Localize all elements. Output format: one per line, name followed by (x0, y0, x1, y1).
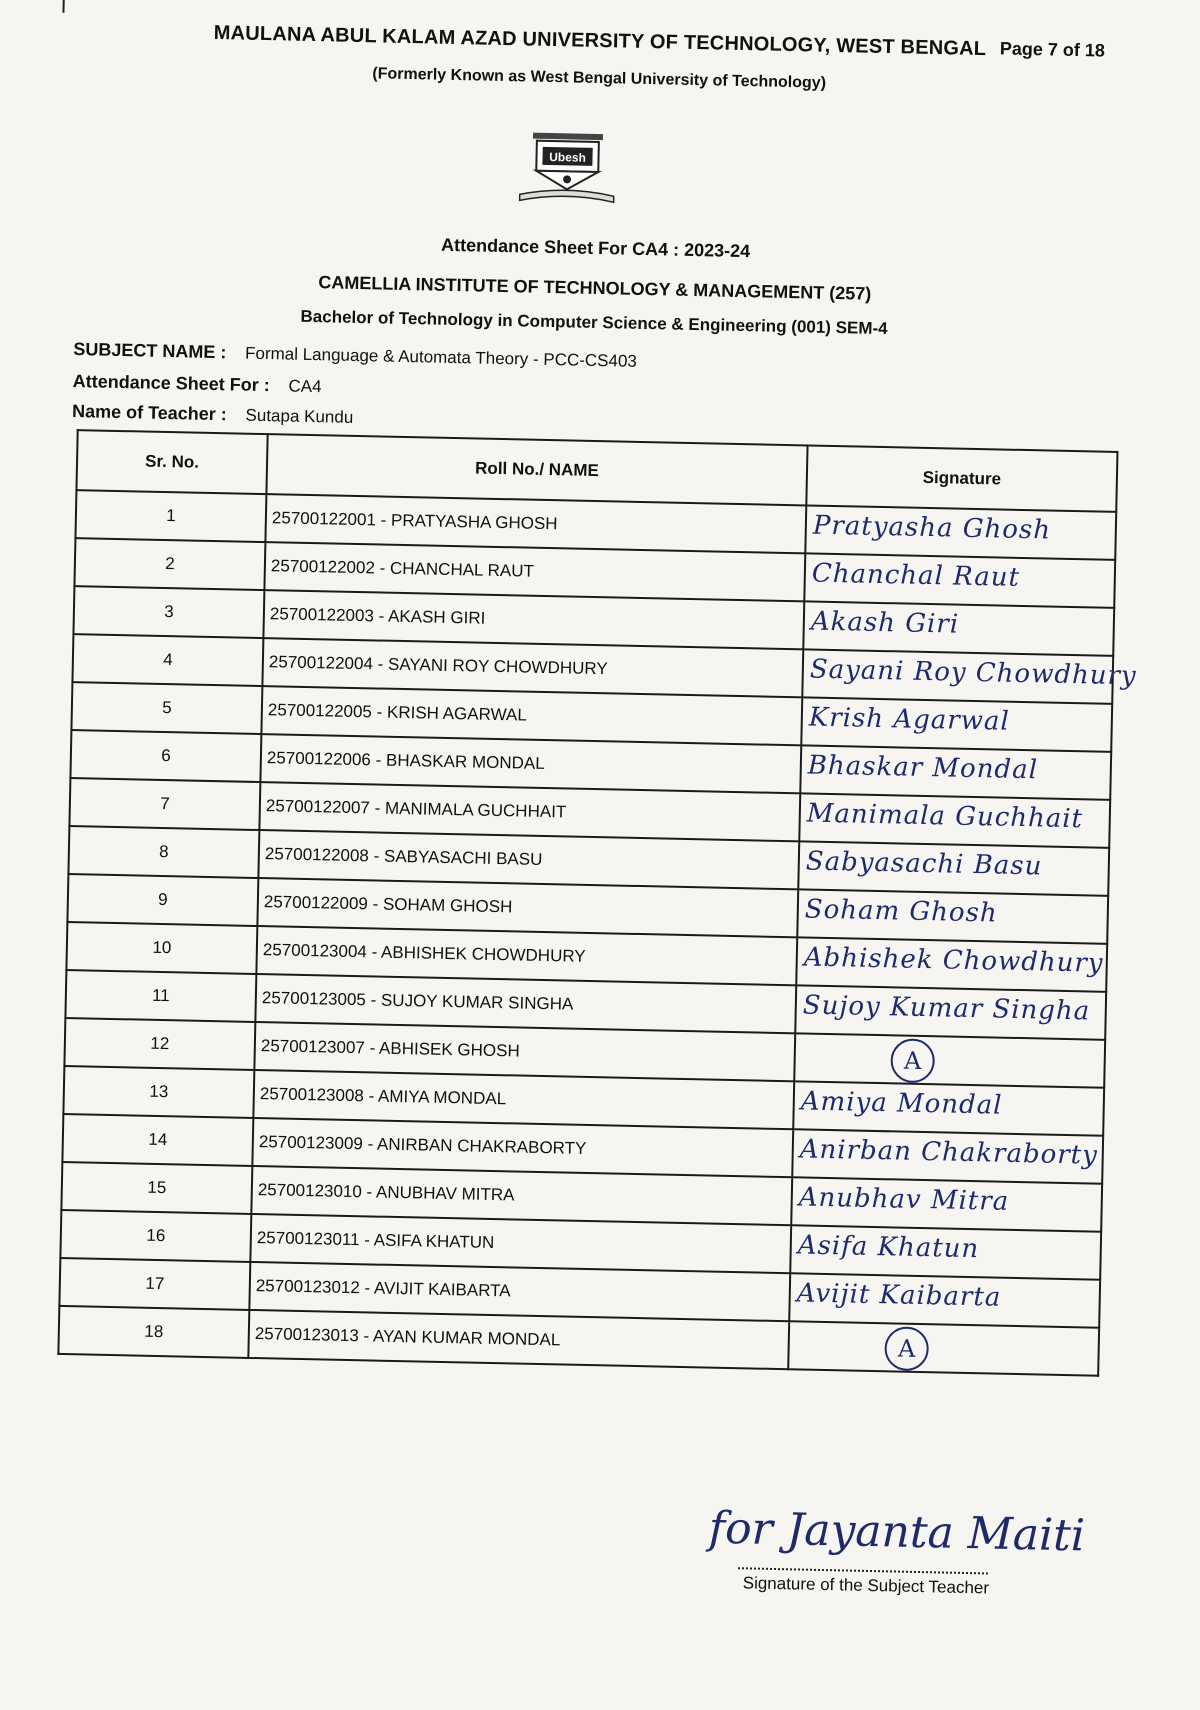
teacher-line (72, 401, 354, 428)
roll-name: 25700122007 - MANIMALA GUCHHAIT (259, 782, 800, 841)
roll-name: 25700123009 - ANIRBAN CHAKRABORTY (252, 1118, 793, 1177)
sr-number: 17 (59, 1258, 250, 1310)
col-header-roll-name: Roll No./ NAME (266, 434, 807, 505)
signature-cell (797, 889, 1108, 943)
col-header-sr: Sr. No. (76, 430, 267, 494)
page-indicator: Page 7 of 18 (999, 38, 1106, 61)
roll-name: 25700123004 - ABHISHEK CHOWDHURY (256, 926, 797, 985)
signature-cell (791, 1177, 1102, 1231)
absent-mark: A (890, 1038, 935, 1083)
student-signature: Sayani Roy Chowdhury (809, 654, 1137, 692)
sr-number: 7 (69, 778, 260, 830)
signature-cell (790, 1225, 1101, 1279)
university-logo (512, 116, 624, 208)
signature-cell (796, 937, 1107, 991)
sr-number: 10 (66, 922, 257, 974)
absent-mark: A (884, 1326, 929, 1371)
college-name: CAMELLIA INSTITUTE OF TECHNOLOGY & MANAGEMENT (257) (318, 272, 872, 304)
student-signature: Anubhav Mitra (798, 1182, 1010, 1217)
teacher-value: Sutapa Kundu (245, 405, 354, 427)
roll-name: 25700123007 - ABHISEK GHOSH (254, 1022, 795, 1081)
signature-cell (799, 793, 1110, 847)
roll-name: 25700123010 - ANUBHAV MITRA (251, 1166, 792, 1225)
teacher-signature: for Jayanta Maiti (708, 1502, 1086, 1562)
roll-name: 25700123011 - ASIFA KHATUN (250, 1214, 791, 1273)
student-signature: Bhaskar Mondal (807, 750, 1039, 786)
roll-name: 25700122006 - BHASKAR MONDAL (260, 734, 801, 793)
logo-emblem-icon (512, 116, 624, 208)
sr-number: 15 (61, 1162, 252, 1214)
sheet-title: Attendance Sheet For CA4 : 2023-24 (440, 234, 751, 262)
sr-number: 2 (74, 538, 265, 590)
sr-number: 8 (68, 826, 259, 878)
subject-line (73, 339, 637, 372)
signature-cell (789, 1273, 1100, 1327)
roll-name: 25700122005 - KRISH AGARWAL (261, 686, 802, 745)
roll-name: 25700122009 - SOHAM GHOSH (257, 878, 798, 937)
signature-cell (801, 697, 1112, 751)
student-signature: Pratyasha Ghosh (812, 510, 1052, 546)
university-former-name: (Formerly Known as West Bengal University of Technology) (372, 65, 827, 92)
student-signature: Akash Giri (810, 606, 960, 640)
signature-label: Signature of the Subject Teacher (742, 1573, 990, 1598)
subject-label: SUBJECT NAME : (73, 339, 227, 363)
roll-name: 25700123008 - AMIYA MONDAL (253, 1070, 794, 1129)
student-signature: Avijit Kaibarta (796, 1278, 1002, 1313)
student-signature: Soham Ghosh (804, 894, 998, 929)
student-signature: Chanchal Raut (811, 558, 1021, 593)
sr-number: 14 (62, 1114, 253, 1166)
student-signature: Manimala Guchhait (806, 798, 1084, 835)
roll-name: 25700122003 - AKASH GIRI (263, 590, 804, 649)
sr-number: 13 (63, 1066, 254, 1118)
roll-name: 25700122008 - SABYASACHI BASU (258, 830, 799, 889)
signature-cell (804, 553, 1115, 607)
sr-number: 12 (64, 1018, 255, 1070)
program-name: Bachelor of Technology in Computer Science & Engineering (001) SEM-4 (300, 306, 888, 339)
signature-cell (802, 649, 1137, 703)
student-signature: Krish Agarwal (808, 702, 1011, 737)
table-body (58, 490, 1137, 1376)
subject-value: Formal Language & Automata Theory - PCC-CS403 (244, 343, 638, 371)
attendance-for-value: CA4 (288, 376, 322, 397)
sr-number: 5 (71, 682, 262, 734)
col-header-signature: Signature (806, 445, 1117, 511)
attendance-table (57, 429, 1137, 1377)
sr-number: 1 (75, 490, 266, 542)
roll-name: 25700123013 - AYAN KUMAR MONDAL (248, 1310, 789, 1369)
roll-name: 25700123012 - AVIJIT KAIBARTA (249, 1262, 790, 1321)
signature-cell (798, 841, 1109, 895)
student-signature: Abhishek Chowdhury (803, 942, 1104, 979)
signature-cell (793, 1081, 1104, 1135)
university-name: MAULANA ABUL KALAM AZAD UNIVERSITY OF TECHNOLOGY, WEST BENGAL (213, 21, 987, 61)
teacher-label: Name of Teacher : (71, 401, 228, 425)
signature-cell (788, 1321, 1099, 1375)
sr-number: 16 (60, 1210, 251, 1262)
roll-name: 25700123005 - SUJOY KUMAR SINGHA (255, 974, 796, 1033)
roll-name: 25700122004 - SAYANI ROY CHOWDHURY (262, 638, 803, 697)
attendance-for-line (73, 371, 322, 397)
teacher-signature-block (707, 1503, 1109, 1621)
signature-cell (792, 1129, 1103, 1183)
student-signature: Asifa Khatun (797, 1230, 980, 1265)
signature-cell (800, 745, 1111, 799)
sr-number: 9 (67, 874, 258, 926)
sr-number: 6 (70, 730, 261, 782)
attendance-for-label: Attendance Sheet For : (72, 371, 270, 396)
sr-number: 11 (65, 970, 256, 1022)
signature-cell (794, 1033, 1105, 1087)
student-signature: Amiya Mondal (800, 1086, 1003, 1121)
signature-cell (803, 601, 1114, 655)
sr-number: 3 (73, 586, 264, 638)
roll-name: 25700122001 - PRATYASHA GHOSH (265, 494, 806, 553)
roll-name: 25700122002 - CHANCHAL RAUT (264, 542, 805, 601)
signature-cell (805, 505, 1116, 559)
student-signature: Anirban Chakraborty (799, 1134, 1099, 1171)
student-signature: Sabyasachi Basu (805, 846, 1043, 882)
pen-mark (62, 0, 65, 13)
sr-number: 18 (58, 1306, 249, 1358)
logo-text: Ubesh (549, 149, 587, 165)
sr-number: 4 (72, 634, 263, 686)
student-signature: Sujoy Kumar Singha (802, 990, 1091, 1027)
signature-cell (795, 985, 1106, 1039)
